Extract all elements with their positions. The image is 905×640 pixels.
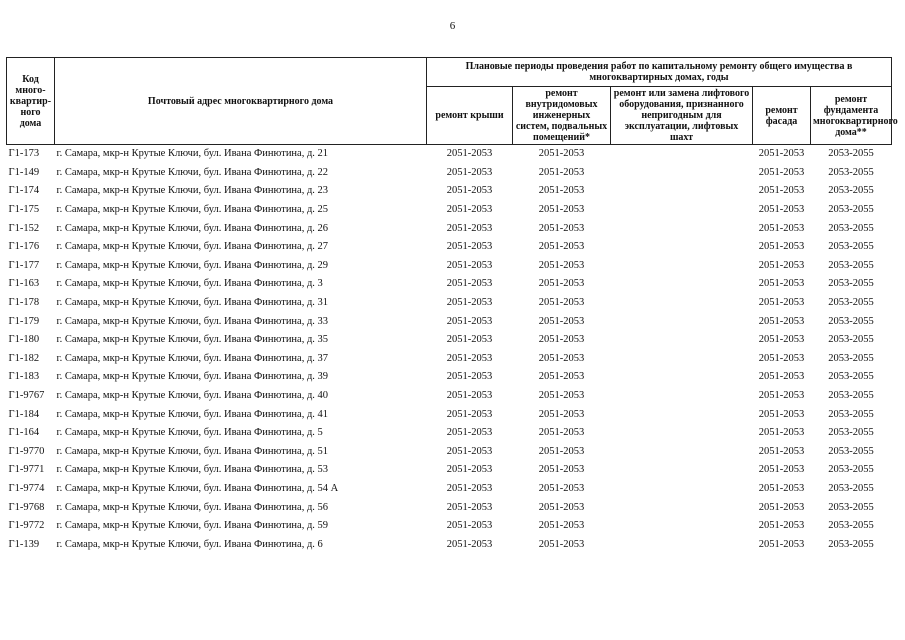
- cell-facade: 2051-2053: [758, 501, 805, 513]
- cell-code: Г1-184: [8, 408, 40, 420]
- cell-address: г. Самара, мкр-н Крутые Ключи, бул. Ивана Финютина, д. 35: [56, 334, 329, 346]
- cell-internal-systems: 2051-2053: [538, 501, 585, 513]
- cell-facade: 2051-2053: [758, 390, 805, 402]
- cell-foundation: 2053-2055: [828, 204, 874, 216]
- header-internal-systems: ремонт внутридомовых инженерных систем, подвальных помещений*: [513, 87, 611, 145]
- cell-foundation: 2053-2055: [828, 538, 874, 550]
- cell-address: г. Самара, мкр-н Крутые Ключи, бул. Ивана Финютина, д. 26: [56, 222, 329, 234]
- table-row: [7, 461, 892, 480]
- cell-facade: 2051-2053: [758, 297, 805, 309]
- cell-internal-systems: 2051-2053: [538, 204, 585, 216]
- cell-elevator: [611, 331, 753, 350]
- cell-code: Г1-9768: [8, 501, 45, 513]
- cell-facade: 2051-2053: [758, 371, 805, 383]
- table-row: [7, 405, 892, 424]
- cell-address: г. Самара, мкр-н Крутые Ключи, бул. Ивана Финютина, д. 25: [56, 204, 329, 216]
- cell-facade: 2051-2053: [758, 352, 805, 364]
- table-row: [7, 368, 892, 387]
- table-body: [7, 145, 892, 555]
- cell-elevator: [611, 443, 753, 462]
- table-row: [7, 517, 892, 536]
- cell-code: Г1-180: [8, 334, 40, 346]
- header-foundation: ремонт фундамента многоквартирного дома**: [811, 87, 892, 145]
- header-facade: ремонт фасада: [753, 87, 811, 145]
- cell-foundation: 2053-2055: [828, 297, 874, 309]
- table-row: [7, 275, 892, 294]
- cell-elevator: [611, 145, 753, 164]
- cell-roof: 2051-2053: [446, 278, 493, 290]
- cell-address: г. Самара, мкр-н Крутые Ключи, бул. Ивана Финютина, д. 31: [56, 297, 329, 309]
- table-row: [7, 498, 892, 517]
- cell-elevator: [611, 498, 753, 517]
- table-row: [7, 312, 892, 331]
- cell-code: Г1-175: [8, 204, 40, 216]
- cell-elevator: [611, 517, 753, 536]
- table-row: [7, 387, 892, 406]
- cell-facade: 2051-2053: [758, 334, 805, 346]
- cell-roof: 2051-2053: [446, 501, 493, 513]
- cell-facade: 2051-2053: [758, 166, 805, 178]
- cell-elevator: [611, 535, 753, 554]
- cell-internal-systems: 2051-2053: [538, 334, 585, 346]
- cell-code: Г1-173: [7, 145, 55, 164]
- cell-address: г. Самара, мкр-н Крутые Ключи, бул. Ивана Финютина, д. 29: [56, 259, 329, 271]
- cell-address: г. Самара, мкр-н Крутые Ключи, бул. Ивана Финютина, д. 21: [55, 145, 427, 164]
- cell-internal-systems: 2051-2053: [538, 482, 585, 494]
- cell-facade: 2051-2053: [758, 427, 805, 439]
- table-row: [7, 480, 892, 499]
- cell-foundation: 2053-2055: [828, 185, 874, 197]
- cell-code: Г1-174: [8, 185, 40, 197]
- cell-internal-systems: 2051-2053: [538, 464, 585, 476]
- cell-address: г. Самара, мкр-н Крутые Ключи, бул. Ивана Финютина, д. 27: [56, 241, 329, 253]
- cell-roof: 2051-2053: [446, 334, 493, 346]
- cell-foundation: 2053-2055: [828, 482, 874, 494]
- cell-facade: 2051-2053: [758, 315, 805, 327]
- cell-roof: 2051-2053: [446, 445, 493, 457]
- cell-code: Г1-9772: [8, 520, 45, 532]
- cell-roof: 2051-2053: [446, 297, 493, 309]
- cell-address: г. Самара, мкр-н Крутые Ключи, бул. Ивана Финютина, д. 37: [56, 352, 329, 364]
- cell-code: Г1-9774: [8, 482, 45, 494]
- table-row: [7, 201, 892, 220]
- cell-internal-systems: 2051-2053: [538, 315, 585, 327]
- cell-foundation: 2053-2055: [828, 408, 874, 420]
- cell-code: Г1-183: [8, 371, 40, 383]
- table-row: [7, 164, 892, 183]
- cell-address: г. Самара, мкр-н Крутые Ключи, бул. Ивана Финютина, д. 41: [56, 408, 329, 420]
- cell-code: Г1-139: [8, 538, 40, 550]
- cell-address: г. Самара, мкр-н Крутые Ключи, бул. Ивана Финютина, д. 39: [56, 371, 329, 383]
- cell-roof: 2051-2053: [446, 427, 493, 439]
- cell-elevator: [611, 182, 753, 201]
- cell-elevator: [611, 480, 753, 499]
- cell-facade: 2051-2053: [758, 185, 805, 197]
- cell-foundation: 2053-2055: [828, 371, 874, 383]
- table-row: [7, 535, 892, 554]
- cell-facade: 2051-2053: [758, 278, 805, 290]
- cell-address: г. Самара, мкр-н Крутые Ключи, бул. Ивана Финютина, д. 56: [56, 501, 329, 513]
- header-periods-group: Плановые периоды проведения работ по капитальному ремонту общего имущества в многоквартирных домах, годы: [427, 58, 892, 87]
- cell-elevator: [611, 257, 753, 276]
- table-row: [7, 294, 892, 313]
- cell-code: Г1-9767: [8, 390, 45, 402]
- cell-address: г. Самара, мкр-н Крутые Ключи, бул. Ивана Финютина, д. 51: [56, 445, 329, 457]
- cell-roof: 2051-2053: [446, 259, 493, 271]
- cell-elevator: [611, 405, 753, 424]
- cell-code: Г1-152: [8, 222, 40, 234]
- cell-roof: 2051-2053: [446, 482, 493, 494]
- cell-facade: 2051-2053: [758, 222, 805, 234]
- cell-foundation: 2053-2055: [828, 445, 874, 457]
- cell-facade: 2051-2053: [758, 482, 805, 494]
- cell-address: г. Самара, мкр-н Крутые Ключи, бул. Ивана Финютина, д. 5: [56, 427, 323, 439]
- table-row: [7, 443, 892, 462]
- cell-elevator: [611, 312, 753, 331]
- cell-facade: 2051-2053: [758, 241, 805, 253]
- cell-internal-systems: 2051-2053: [538, 278, 585, 290]
- cell-foundation: 2053-2055: [828, 464, 874, 476]
- cell-facade: 2051-2053: [758, 464, 805, 476]
- cell-roof: 2051-2053: [446, 538, 493, 550]
- cell-address: г. Самара, мкр-н Крутые Ключи, бул. Ивана Финютина, д. 33: [56, 315, 329, 327]
- cell-foundation: 2053-2055: [828, 520, 874, 532]
- cell-internal-systems: 2051-2053: [538, 166, 585, 178]
- cell-foundation: 2053-2055: [828, 427, 874, 439]
- page-number: 6: [449, 20, 456, 32]
- cell-address: г. Самара, мкр-н Крутые Ключи, бул. Ивана Финютина, д. 3: [56, 278, 323, 290]
- cell-elevator: [611, 294, 753, 313]
- cell-elevator: [611, 219, 753, 238]
- cell-elevator: [611, 387, 753, 406]
- cell-code: Г1-182: [8, 352, 40, 364]
- cell-internal-systems: 2051-2053: [538, 185, 585, 197]
- cell-code: Г1-177: [8, 259, 40, 271]
- cell-elevator: [611, 275, 753, 294]
- repair-schedule-table: [6, 57, 898, 554]
- cell-facade: 2051-2053: [758, 259, 805, 271]
- cell-address: г. Самара, мкр-н Крутые Ключи, бул. Ивана Финютина, д. 59: [56, 520, 329, 532]
- cell-facade: 2051-2053: [758, 538, 805, 550]
- cell-code: Г1-164: [8, 427, 40, 439]
- cell-facade: 2051-2053: [758, 204, 805, 216]
- cell-facade: 2051-2053: [758, 520, 805, 532]
- cell-foundation: 2053-2055: [828, 501, 874, 513]
- cell-internal-systems: 2051-2053: [538, 241, 585, 253]
- cell-roof: 2051-2053: [446, 166, 493, 178]
- cell-internal-systems: 2051-2053: [538, 259, 585, 271]
- cell-roof: 2051-2053: [446, 390, 493, 402]
- cell-elevator: [611, 238, 753, 257]
- cell-address: г. Самара, мкр-н Крутые Ключи, бул. Ивана Финютина, д. 54 А: [56, 482, 339, 494]
- cell-foundation: 2053-2055: [828, 334, 874, 346]
- cell-foundation: 2053-2055: [828, 241, 874, 253]
- cell-facade: 2051-2053: [753, 145, 811, 164]
- cell-address: г. Самара, мкр-н Крутые Ключи, бул. Ивана Финютина, д. 53: [56, 464, 329, 476]
- cell-code: Г1-176: [8, 241, 40, 253]
- cell-roof: 2051-2053: [446, 464, 493, 476]
- table-row: [7, 350, 892, 369]
- cell-roof: 2051-2053: [446, 315, 493, 327]
- cell-roof: 2051-2053: [446, 371, 493, 383]
- cell-roof: 2051-2053: [446, 204, 493, 216]
- cell-foundation: 2053-2055: [828, 390, 874, 402]
- cell-code: Г1-178: [8, 297, 40, 309]
- cell-address: г. Самара, мкр-н Крутые Ключи, бул. Ивана Финютина, д. 23: [56, 185, 329, 197]
- cell-elevator: [611, 424, 753, 443]
- cell-roof: 2051-2053: [427, 145, 513, 164]
- cell-elevator: [611, 461, 753, 480]
- cell-code: Г1-163: [8, 278, 40, 290]
- cell-internal-systems: 2051-2053: [538, 520, 585, 532]
- cell-internal-systems: 2051-2053: [538, 427, 585, 439]
- cell-internal-systems: 2051-2053: [538, 390, 585, 402]
- cell-address: г. Самара, мкр-н Крутые Ключи, бул. Ивана Финютина, д. 6: [56, 538, 323, 550]
- cell-address: г. Самара, мкр-н Крутые Ключи, бул. Ивана Финютина, д. 40: [56, 390, 329, 402]
- cell-code: Г1-9770: [8, 445, 45, 457]
- cell-roof: 2051-2053: [446, 408, 493, 420]
- cell-address: г. Самара, мкр-н Крутые Ключи, бул. Ивана Финютина, д. 22: [56, 166, 329, 178]
- cell-internal-systems: 2051-2053: [513, 145, 611, 164]
- cell-code: Г1-149: [8, 166, 40, 178]
- table-row: [7, 424, 892, 443]
- cell-internal-systems: 2051-2053: [538, 222, 585, 234]
- header-address: Почтовый адрес многоквартирного дома: [55, 58, 427, 145]
- cell-foundation: 2053-2055: [828, 222, 874, 234]
- table-row: [7, 182, 892, 201]
- cell-internal-systems: 2051-2053: [538, 371, 585, 383]
- cell-roof: 2051-2053: [446, 352, 493, 364]
- table-row: [7, 257, 892, 276]
- cell-elevator: [611, 350, 753, 369]
- table-row: [7, 145, 892, 164]
- table-row: [7, 219, 892, 238]
- header-elevator: ремонт или замена лифтового оборудования, признанного непригодным для эксплуатации, лифтовых шахт: [611, 87, 753, 145]
- cell-internal-systems: 2051-2053: [538, 445, 585, 457]
- cell-foundation: 2053-2055: [828, 166, 874, 178]
- cell-elevator: [611, 164, 753, 183]
- cell-code: Г1-9771: [8, 464, 45, 476]
- cell-roof: 2051-2053: [446, 241, 493, 253]
- cell-foundation: 2053-2055: [828, 315, 874, 327]
- cell-facade: 2051-2053: [758, 408, 805, 420]
- cell-foundation: 2053-2055: [811, 145, 892, 164]
- cell-internal-systems: 2051-2053: [538, 297, 585, 309]
- cell-foundation: 2053-2055: [828, 259, 874, 271]
- cell-elevator: [611, 368, 753, 387]
- header-roof: ремонт крыши: [427, 87, 513, 145]
- cell-code: Г1-179: [8, 315, 40, 327]
- header-code: Код много-квартир-ного дома: [7, 58, 55, 145]
- cell-roof: 2051-2053: [446, 520, 493, 532]
- cell-foundation: 2053-2055: [828, 352, 874, 364]
- cell-roof: 2051-2053: [446, 222, 493, 234]
- cell-roof: 2051-2053: [446, 185, 493, 197]
- cell-facade: 2051-2053: [758, 445, 805, 457]
- table-row: [7, 238, 892, 257]
- cell-internal-systems: 2051-2053: [538, 538, 585, 550]
- cell-elevator: [611, 201, 753, 220]
- cell-foundation: 2053-2055: [828, 278, 874, 290]
- cell-internal-systems: 2051-2053: [538, 352, 585, 364]
- cell-internal-systems: 2051-2053: [538, 408, 585, 420]
- table-row: [7, 331, 892, 350]
